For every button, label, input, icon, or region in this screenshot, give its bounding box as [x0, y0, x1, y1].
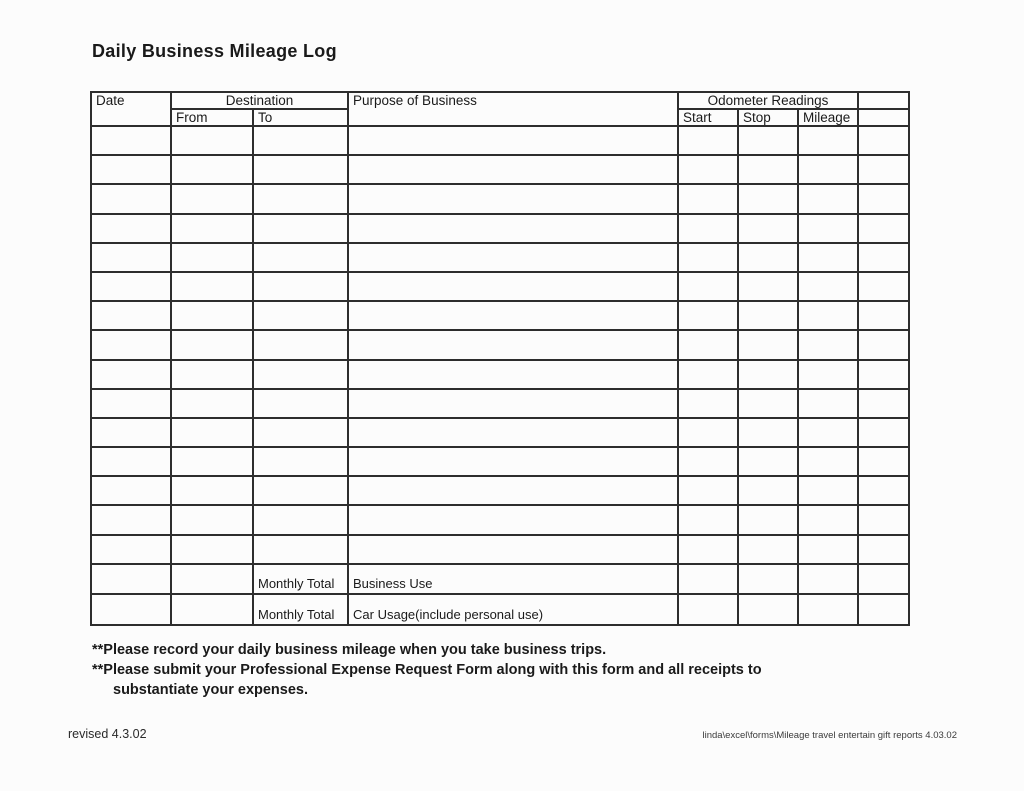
empty-cell	[171, 126, 253, 155]
empty-cell	[738, 505, 798, 534]
empty-cell	[253, 330, 348, 359]
empty-cell	[253, 155, 348, 184]
empty-cell	[798, 360, 858, 389]
empty-cell	[348, 447, 678, 476]
empty-cell	[253, 505, 348, 534]
table-row	[91, 389, 909, 418]
empty-cell	[858, 594, 909, 625]
empty-cell	[738, 243, 798, 272]
empty-cell	[253, 360, 348, 389]
summary-row-car-usage	[91, 594, 909, 625]
col-header-blank-top	[858, 92, 909, 109]
empty-cell	[91, 184, 171, 213]
empty-cell	[171, 214, 253, 243]
empty-cell	[798, 155, 858, 184]
empty-cell	[348, 243, 678, 272]
empty-cell	[738, 360, 798, 389]
empty-cell	[171, 330, 253, 359]
empty-cell	[253, 214, 348, 243]
empty-cell	[348, 476, 678, 505]
table-row	[91, 155, 909, 184]
table-row	[91, 330, 909, 359]
empty-cell	[858, 126, 909, 155]
empty-cell	[171, 505, 253, 534]
empty-cell	[678, 243, 738, 272]
empty-cell	[738, 272, 798, 301]
empty-cell	[678, 155, 738, 184]
empty-cell	[171, 243, 253, 272]
empty-cell	[171, 389, 253, 418]
empty-cell	[91, 301, 171, 330]
empty-cell	[738, 184, 798, 213]
empty-cell	[253, 476, 348, 505]
col-header-purpose: Purpose of Business	[348, 92, 678, 126]
empty-cell	[91, 330, 171, 359]
empty-cell	[171, 360, 253, 389]
empty-cell	[348, 155, 678, 184]
empty-cell	[348, 301, 678, 330]
empty-cell	[858, 243, 909, 272]
empty-cell	[171, 476, 253, 505]
empty-cell	[171, 184, 253, 213]
table-row	[91, 535, 909, 564]
table-row	[91, 476, 909, 505]
empty-cell	[91, 535, 171, 564]
empty-cell	[171, 418, 253, 447]
empty-cell	[798, 564, 858, 595]
empty-cell	[738, 214, 798, 243]
empty-cell	[798, 184, 858, 213]
table-row	[91, 214, 909, 243]
empty-cell	[738, 564, 798, 595]
empty-cell	[858, 301, 909, 330]
empty-cell	[91, 126, 171, 155]
empty-cell	[253, 243, 348, 272]
empty-cell	[91, 564, 171, 595]
empty-cell	[348, 389, 678, 418]
empty-cell	[858, 505, 909, 534]
summary-label: Monthly Total	[253, 564, 348, 595]
col-header-destination: Destination	[171, 92, 348, 109]
footnote-line: **Please submit your Professional Expense Request Form along with this form and all receipts to	[92, 662, 762, 678]
empty-cell	[858, 476, 909, 505]
empty-cell	[253, 447, 348, 476]
col-header-to: To	[253, 109, 348, 126]
empty-cell	[738, 535, 798, 564]
table-row	[91, 243, 909, 272]
empty-cell	[91, 476, 171, 505]
empty-cell	[253, 418, 348, 447]
summary-label: Monthly Total	[253, 594, 348, 625]
col-header-odometer: Odometer Readings	[678, 92, 858, 109]
col-header-mileage: Mileage	[798, 109, 858, 126]
empty-cell	[253, 126, 348, 155]
table-row	[91, 447, 909, 476]
empty-cell	[738, 330, 798, 359]
empty-cell	[858, 330, 909, 359]
empty-cell	[348, 418, 678, 447]
empty-cell	[171, 535, 253, 564]
empty-cell	[858, 564, 909, 595]
empty-cell	[798, 594, 858, 625]
empty-cell	[798, 126, 858, 155]
empty-cell	[858, 155, 909, 184]
table-header-row-1	[91, 92, 909, 109]
empty-cell	[858, 272, 909, 301]
col-header-start: Start	[678, 109, 738, 126]
empty-cell	[91, 272, 171, 301]
empty-cell	[858, 184, 909, 213]
empty-cell	[738, 594, 798, 625]
empty-cell	[798, 389, 858, 418]
empty-cell	[798, 476, 858, 505]
empty-cell	[798, 505, 858, 534]
empty-cell	[678, 505, 738, 534]
empty-cell	[91, 214, 171, 243]
empty-cell	[738, 476, 798, 505]
empty-cell	[738, 126, 798, 155]
table-row	[91, 126, 909, 155]
page-title: Daily Business Mileage Log	[92, 41, 337, 61]
empty-cell	[91, 243, 171, 272]
table-row	[91, 360, 909, 389]
empty-cell	[798, 330, 858, 359]
empty-cell	[738, 418, 798, 447]
empty-cell	[678, 535, 738, 564]
empty-cell	[738, 301, 798, 330]
empty-cell	[91, 389, 171, 418]
empty-cell	[738, 155, 798, 184]
empty-cell	[738, 389, 798, 418]
empty-cell	[91, 155, 171, 184]
empty-cell	[678, 330, 738, 359]
empty-cell	[91, 360, 171, 389]
empty-cell	[171, 447, 253, 476]
table-row	[91, 301, 909, 330]
empty-cell	[798, 535, 858, 564]
empty-cell	[678, 301, 738, 330]
table-row	[91, 184, 909, 213]
empty-cell	[348, 126, 678, 155]
empty-cell	[678, 360, 738, 389]
empty-cell	[678, 418, 738, 447]
empty-cell	[171, 155, 253, 184]
col-header-blank-bottom	[858, 109, 909, 126]
empty-cell	[678, 272, 738, 301]
empty-cell	[858, 418, 909, 447]
empty-cell	[348, 360, 678, 389]
col-header-date: Date	[91, 92, 171, 126]
empty-cell	[798, 272, 858, 301]
footnote-line: **Please record your daily business mileage when you take business trips.	[92, 642, 607, 658]
empty-cell	[91, 418, 171, 447]
empty-cell	[858, 447, 909, 476]
col-header-from: From	[171, 109, 253, 126]
empty-cell	[171, 594, 253, 625]
col-header-stop: Stop	[738, 109, 798, 126]
empty-cell	[678, 389, 738, 418]
empty-cell	[738, 447, 798, 476]
footnote-line: substantiate your expenses.	[113, 682, 309, 698]
empty-rows	[91, 126, 909, 564]
empty-cell	[678, 126, 738, 155]
footnotes	[92, 640, 852, 700]
empty-cell	[91, 447, 171, 476]
empty-cell	[798, 418, 858, 447]
revision-note: revised 4.3.02	[68, 727, 147, 741]
empty-cell	[171, 564, 253, 595]
empty-cell	[253, 272, 348, 301]
empty-cell	[253, 535, 348, 564]
empty-cell	[858, 535, 909, 564]
file-path-note: linda\excel\forms\Mileage travel entertain gift reports 4.03.02	[702, 730, 957, 741]
empty-cell	[858, 389, 909, 418]
table-row	[91, 505, 909, 534]
table-row	[91, 418, 909, 447]
empty-cell	[253, 389, 348, 418]
mileage-log-table	[90, 91, 910, 626]
empty-cell	[678, 476, 738, 505]
empty-cell	[348, 330, 678, 359]
empty-cell	[678, 564, 738, 595]
empty-cell	[348, 184, 678, 213]
empty-cell	[171, 301, 253, 330]
empty-cell	[798, 447, 858, 476]
summary-row-business-use	[91, 564, 909, 595]
empty-cell	[348, 505, 678, 534]
empty-cell	[91, 505, 171, 534]
empty-cell	[348, 214, 678, 243]
empty-cell	[798, 243, 858, 272]
empty-cell	[678, 447, 738, 476]
empty-cell	[253, 301, 348, 330]
empty-cell	[678, 184, 738, 213]
empty-cell	[678, 214, 738, 243]
empty-cell	[678, 594, 738, 625]
table-row	[91, 272, 909, 301]
empty-cell	[798, 301, 858, 330]
empty-cell	[171, 272, 253, 301]
empty-cell	[858, 360, 909, 389]
summary-description: Business Use	[348, 564, 678, 595]
empty-cell	[858, 214, 909, 243]
summary-description: Car Usage(include personal use)	[348, 594, 678, 625]
empty-cell	[348, 535, 678, 564]
empty-cell	[348, 272, 678, 301]
empty-cell	[253, 184, 348, 213]
empty-cell	[91, 594, 171, 625]
empty-cell	[798, 214, 858, 243]
